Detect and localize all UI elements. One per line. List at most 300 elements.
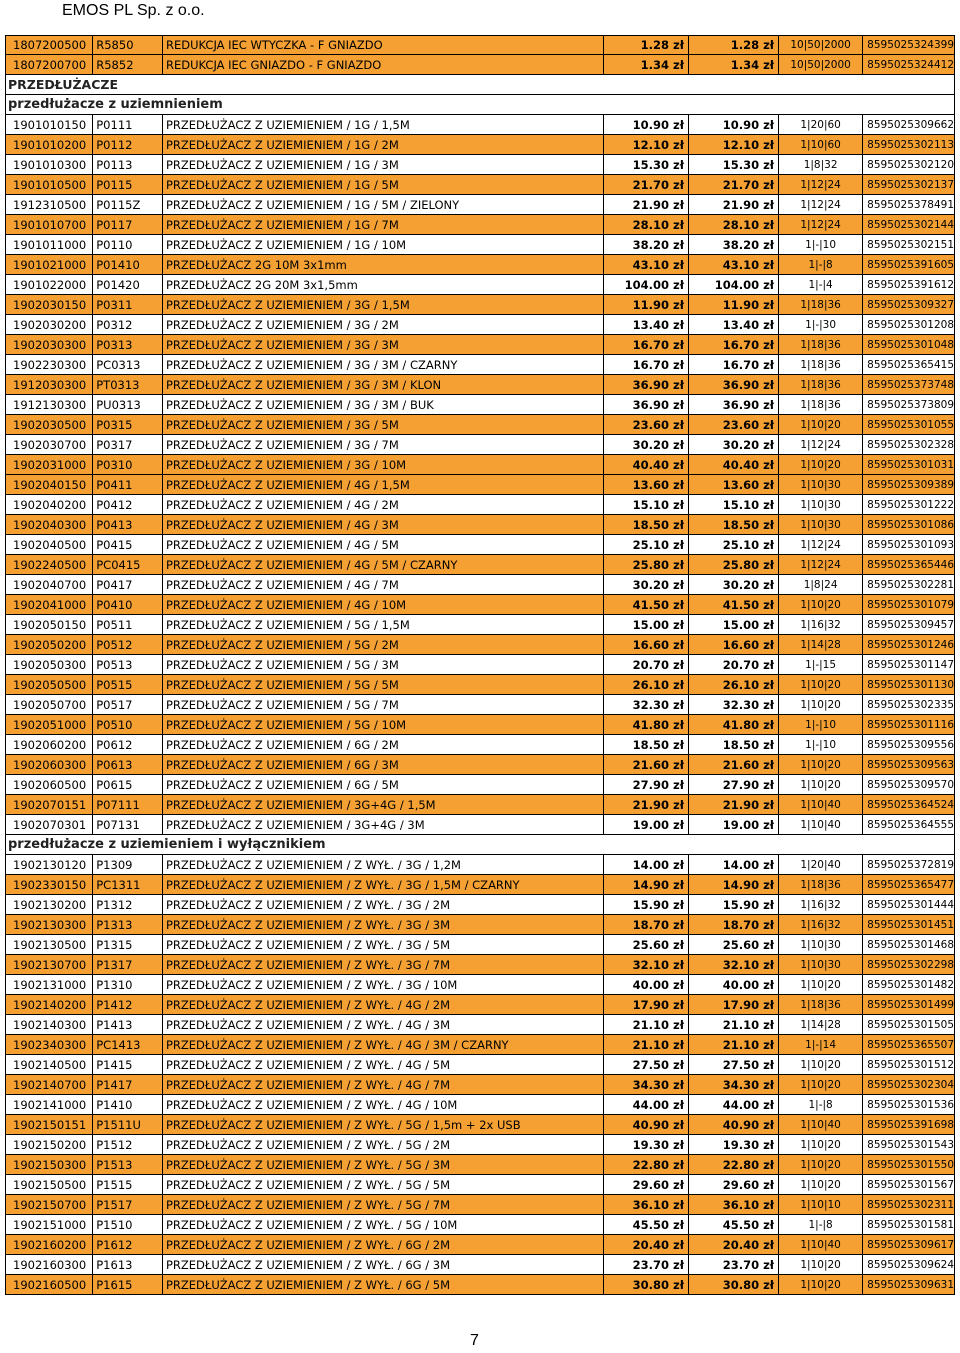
price-gross: 13.60 zł	[688, 475, 778, 494]
product-name: PRZEDŁUŻACZ Z UZIEMIENIEM / 4G / 5M	[162, 535, 603, 554]
package-quantity: 1|-|10	[778, 715, 862, 734]
price-net: 16.70 zł	[603, 335, 688, 354]
ean-code: 8595025301093	[862, 535, 955, 554]
package-quantity: 1|-|30	[778, 315, 862, 334]
price-gross: 16.70 zł	[688, 335, 778, 354]
ean-code: 8595025301512	[862, 1055, 955, 1074]
subcategory-header	[5, 95, 955, 115]
price-gross: 30.20 zł	[688, 435, 778, 454]
table-row	[5, 555, 955, 575]
table-row	[5, 235, 955, 255]
package-quantity: 10|50|2000	[778, 55, 862, 74]
product-code: 1902130300	[5, 915, 92, 934]
package-quantity: 1|10|20	[778, 1275, 862, 1294]
table-row	[5, 635, 955, 655]
ean-code: 8595025309624	[862, 1255, 955, 1274]
product-name: PRZEDŁUŻACZ Z UZIEMIENIEM / 3G+4G / 3M	[162, 815, 603, 834]
product-symbol: P0615	[92, 775, 162, 794]
product-name: PRZEDŁUŻACZ Z UZIEMIENIEM / Z WYŁ. / 4G / 10M	[162, 1095, 603, 1114]
product-name: PRZEDŁUŻACZ Z UZIEMIENIEM / Z WYŁ. / 6G / 5M	[162, 1275, 603, 1294]
product-name: PRZEDŁUŻACZ Z UZIEMIENIEM / 3G+4G / 1,5M	[162, 795, 603, 814]
price-net: 28.10 zł	[603, 215, 688, 234]
package-quantity: 1|10|10	[778, 1195, 862, 1214]
product-symbol: PC0415	[92, 555, 162, 574]
ean-code: 8595025301451	[862, 915, 955, 934]
table-row	[5, 875, 955, 895]
product-code: 1902140500	[5, 1055, 92, 1074]
ean-code: 8595025302137	[862, 175, 955, 194]
price-net: 40.90 zł	[603, 1115, 688, 1134]
product-symbol: P0417	[92, 575, 162, 594]
product-symbol: P0112	[92, 135, 162, 154]
price-gross: 32.10 zł	[688, 955, 778, 974]
product-symbol: P0317	[92, 435, 162, 454]
package-quantity: 1|-|10	[778, 735, 862, 754]
product-name: PRZEDŁUŻACZ Z UZIEMIENIEM / 4G / 2M	[162, 495, 603, 514]
price-net: 38.20 zł	[603, 235, 688, 254]
product-symbol: P1410	[92, 1095, 162, 1114]
ean-code: 8595025373809	[862, 395, 955, 414]
ean-code: 8595025302113	[862, 135, 955, 154]
product-code: 1902130700	[5, 955, 92, 974]
product-name: PRZEDŁUŻACZ Z UZIEMIENIEM / 5G / 3M	[162, 655, 603, 674]
ean-code: 8595025301567	[862, 1175, 955, 1194]
package-quantity: 1|8|24	[778, 575, 862, 594]
product-name: PRZEDŁUŻACZ Z UZIEMIENIEM / Z WYŁ. / 3G / 5M	[162, 935, 603, 954]
table-row	[5, 455, 955, 475]
product-symbol: P07131	[92, 815, 162, 834]
product-code: 1902160200	[5, 1235, 92, 1254]
ean-code: 8595025301130	[862, 675, 955, 694]
table-row	[5, 1135, 955, 1155]
product-code: 1902050300	[5, 655, 92, 674]
product-name: PRZEDŁUŻACZ Z UZIEMIENIEM / Z WYŁ. / 5G / 5M	[162, 1175, 603, 1194]
price-gross: 20.70 zł	[688, 655, 778, 674]
product-code: 1902030300	[5, 335, 92, 354]
product-name: PRZEDŁUŻACZ 2G 20M 3x1,5mm	[162, 275, 603, 294]
table-row	[5, 35, 955, 55]
package-quantity: 1|10|20	[778, 595, 862, 614]
product-name: PRZEDŁUŻACZ Z UZIEMIENIEM / 3G / 3M / CZARNY	[162, 355, 603, 374]
product-symbol: P1313	[92, 915, 162, 934]
package-quantity: 1|10|40	[778, 1235, 862, 1254]
price-gross: 40.90 zł	[688, 1115, 778, 1134]
price-gross: 18.50 zł	[688, 735, 778, 754]
price-net: 13.60 zł	[603, 475, 688, 494]
price-gross: 14.00 zł	[688, 855, 778, 874]
price-gross: 40.00 zł	[688, 975, 778, 994]
package-quantity: 1|10|20	[778, 415, 862, 434]
price-net: 18.70 zł	[603, 915, 688, 934]
product-symbol: P0117	[92, 215, 162, 234]
ean-code: 8595025302328	[862, 435, 955, 454]
package-quantity: 1|-|4	[778, 275, 862, 294]
product-symbol: P0111	[92, 115, 162, 134]
package-quantity: 1|-|8	[778, 255, 862, 274]
table-row	[5, 1035, 955, 1055]
package-quantity: 1|8|32	[778, 155, 862, 174]
product-symbol: PC1413	[92, 1035, 162, 1054]
package-quantity: 1|12|24	[778, 435, 862, 454]
ean-code: 8595025302281	[862, 575, 955, 594]
product-code: 1902140700	[5, 1075, 92, 1094]
price-net: 21.10 zł	[603, 1035, 688, 1054]
product-code: 1901021000	[5, 255, 92, 274]
price-net: 11.90 zł	[603, 295, 688, 314]
product-name: PRZEDŁUŻACZ Z UZIEMIENIEM / Z WYŁ. / 3G / 2M	[162, 895, 603, 914]
package-quantity: 1|10|40	[778, 795, 862, 814]
subcategory-label: przedłużacze z uziemieniem i wyłącznikiem	[5, 835, 955, 854]
ean-code: 8595025301147	[862, 655, 955, 674]
table-row	[5, 1115, 955, 1135]
table-row	[5, 815, 955, 835]
product-code: 1912310500	[5, 195, 92, 214]
ean-code: 8595025301079	[862, 595, 955, 614]
product-name: PRZEDŁUŻACZ Z UZIEMIENIEM / Z WYŁ. / 5G / 10M	[162, 1215, 603, 1234]
ean-code: 8595025301505	[862, 1015, 955, 1034]
product-name: PRZEDŁUŻACZ Z UZIEMIENIEM / Z WYŁ. / 6G / 2M	[162, 1235, 603, 1254]
table-row	[5, 675, 955, 695]
product-name: PRZEDŁUŻACZ Z UZIEMIENIEM / 3G / 5M	[162, 415, 603, 434]
price-net: 27.50 zł	[603, 1055, 688, 1074]
package-quantity: 1|14|28	[778, 1015, 862, 1034]
product-symbol: P0115	[92, 175, 162, 194]
ean-code: 8595025301116	[862, 715, 955, 734]
price-gross: 18.50 zł	[688, 515, 778, 534]
product-symbol: P1510	[92, 1215, 162, 1234]
price-net: 17.90 zł	[603, 995, 688, 1014]
ean-code: 8595025302304	[862, 1075, 955, 1094]
price-net: 30.20 zł	[603, 435, 688, 454]
product-code: 1912030300	[5, 375, 92, 394]
price-gross: 38.20 zł	[688, 235, 778, 254]
table-row	[5, 155, 955, 175]
package-quantity: 1|18|36	[778, 995, 862, 1014]
product-symbol: P0115Z	[92, 195, 162, 214]
product-symbol: PT0313	[92, 375, 162, 394]
product-code: 1902030200	[5, 315, 92, 334]
price-gross: 1.28 zł	[688, 36, 778, 54]
ean-code: 8595025365415	[862, 355, 955, 374]
product-code: 1902240500	[5, 555, 92, 574]
table-row	[5, 1175, 955, 1195]
price-gross: 21.70 zł	[688, 175, 778, 194]
price-net: 16.70 zł	[603, 355, 688, 374]
price-net: 21.60 zł	[603, 755, 688, 774]
ean-code: 8595025301222	[862, 495, 955, 514]
package-quantity: 1|-|15	[778, 655, 862, 674]
table-row	[5, 215, 955, 235]
ean-code: 8595025324399	[862, 36, 955, 54]
package-quantity: 1|10|20	[778, 1055, 862, 1074]
table-row	[5, 275, 955, 295]
price-net: 25.80 zł	[603, 555, 688, 574]
price-net: 15.90 zł	[603, 895, 688, 914]
table-row	[5, 655, 955, 675]
product-symbol: P0513	[92, 655, 162, 674]
price-gross: 104.00 zł	[688, 275, 778, 294]
product-code: 1902140200	[5, 995, 92, 1014]
ean-code: 8595025301499	[862, 995, 955, 1014]
category-header	[5, 75, 955, 95]
product-code: 1902040700	[5, 575, 92, 594]
price-gross: 23.60 zł	[688, 415, 778, 434]
company-name: EMOS PL Sp. z o.o.	[62, 2, 205, 19]
price-gross: 15.10 zł	[688, 495, 778, 514]
table-row	[5, 1155, 955, 1175]
ean-code: 8595025309617	[862, 1235, 955, 1254]
product-name: PRZEDŁUŻACZ Z UZIEMIENIEM / Z WYŁ. / 4G / 3M	[162, 1015, 603, 1034]
ean-code: 8595025301482	[862, 975, 955, 994]
ean-code: 8595025309563	[862, 755, 955, 774]
product-symbol: P1312	[92, 895, 162, 914]
ean-code: 8595025301048	[862, 335, 955, 354]
product-name: PRZEDŁUŻACZ Z UZIEMIENIEM / 6G / 2M	[162, 735, 603, 754]
product-code: 1902130120	[5, 855, 92, 874]
product-symbol: P1309	[92, 855, 162, 874]
product-name: PRZEDŁUŻACZ Z UZIEMIENIEM / 6G / 3M	[162, 755, 603, 774]
product-symbol: P1317	[92, 955, 162, 974]
package-quantity: 1|10|20	[778, 775, 862, 794]
product-name: PRZEDŁUŻACZ Z UZIEMIENIEM / 5G / 10M	[162, 715, 603, 734]
product-code: 1902150500	[5, 1175, 92, 1194]
price-net: 18.50 zł	[603, 735, 688, 754]
package-quantity: 1|-|8	[778, 1095, 862, 1114]
table-row	[5, 375, 955, 395]
package-quantity: 1|12|24	[778, 175, 862, 194]
product-symbol: P0515	[92, 675, 162, 694]
package-quantity: 1|16|32	[778, 895, 862, 914]
product-code: 1902030150	[5, 295, 92, 314]
product-name: PRZEDŁUŻACZ Z UZIEMIENIEM / Z WYŁ. / 3G / 3M	[162, 915, 603, 934]
product-symbol: P1615	[92, 1275, 162, 1294]
package-quantity: 1|16|32	[778, 615, 862, 634]
table-row	[5, 1235, 955, 1255]
product-symbol: P0511	[92, 615, 162, 634]
price-gross: 25.60 zł	[688, 935, 778, 954]
price-gross: 19.30 zł	[688, 1135, 778, 1154]
product-name: PRZEDŁUŻACZ Z UZIEMIENIEM / 3G / 7M	[162, 435, 603, 454]
product-symbol: P0412	[92, 495, 162, 514]
product-name: PRZEDŁUŻACZ Z UZIEMIENIEM / 1G / 1,5M	[162, 115, 603, 134]
product-code: 1902041000	[5, 595, 92, 614]
product-name: PRZEDŁUŻACZ Z UZIEMIENIEM / Z WYŁ. / 3G / 1,2M	[162, 855, 603, 874]
package-quantity: 1|18|36	[778, 295, 862, 314]
price-gross: 15.90 zł	[688, 895, 778, 914]
table-row	[5, 1255, 955, 1275]
price-net: 45.50 zł	[603, 1215, 688, 1234]
ean-code: 8595025301444	[862, 895, 955, 914]
product-name: PRZEDŁUŻACZ Z UZIEMIENIEM / Z WYŁ. / 4G / 3M / CZARNY	[162, 1035, 603, 1054]
package-quantity: 1|10|20	[778, 455, 862, 474]
ean-code: 8595025309631	[862, 1275, 955, 1294]
package-quantity: 1|20|40	[778, 855, 862, 874]
product-code: 1901022000	[5, 275, 92, 294]
ean-code: 8595025302120	[862, 155, 955, 174]
product-code: 1901011000	[5, 235, 92, 254]
product-name: PRZEDŁUŻACZ Z UZIEMIENIEM / 5G / 1,5M	[162, 615, 603, 634]
price-net: 41.80 zł	[603, 715, 688, 734]
product-code: 1902150300	[5, 1155, 92, 1174]
product-code: 1902040500	[5, 535, 92, 554]
table-row	[5, 915, 955, 935]
price-net: 34.30 zł	[603, 1075, 688, 1094]
package-quantity: 1|10|20	[778, 675, 862, 694]
price-gross: 19.00 zł	[688, 815, 778, 834]
product-code: 1807200500	[5, 36, 92, 54]
table-row	[5, 1095, 955, 1115]
product-code: 1902050700	[5, 695, 92, 714]
product-symbol: P0110	[92, 235, 162, 254]
price-gross: 25.10 zł	[688, 535, 778, 554]
product-name: PRZEDŁUŻACZ Z UZIEMIENIEM / 5G / 5M	[162, 675, 603, 694]
package-quantity: 1|10|20	[778, 755, 862, 774]
product-symbol: R5852	[92, 55, 162, 74]
product-symbol: P1511U	[92, 1115, 162, 1134]
product-name: PRZEDŁUŻACZ Z UZIEMIENIEM / Z WYŁ. / 5G / 3M	[162, 1155, 603, 1174]
product-code: 1901010700	[5, 215, 92, 234]
price-gross: 34.30 zł	[688, 1075, 778, 1094]
product-name: PRZEDŁUŻACZ Z UZIEMIENIEM / 1G / 10M	[162, 235, 603, 254]
product-code: 1902340300	[5, 1035, 92, 1054]
product-code: 1901010300	[5, 155, 92, 174]
table-row	[5, 575, 955, 595]
price-gross: 26.10 zł	[688, 675, 778, 694]
product-code: 1807200700	[5, 55, 92, 74]
package-quantity: 1|10|60	[778, 135, 862, 154]
price-net: 19.00 zł	[603, 815, 688, 834]
price-net: 104.00 zł	[603, 275, 688, 294]
price-net: 21.10 zł	[603, 1015, 688, 1034]
package-quantity: 1|10|20	[778, 695, 862, 714]
table-row	[5, 335, 955, 355]
product-code: 1902030500	[5, 415, 92, 434]
price-net: 19.30 zł	[603, 1135, 688, 1154]
ean-code: 8595025301536	[862, 1095, 955, 1114]
price-net: 36.90 zł	[603, 395, 688, 414]
price-gross: 16.70 zł	[688, 355, 778, 374]
package-quantity: 1|10|40	[778, 815, 862, 834]
package-quantity: 1|10|30	[778, 935, 862, 954]
product-code: 1902130200	[5, 895, 92, 914]
price-gross: 45.50 zł	[688, 1215, 778, 1234]
product-symbol: P0415	[92, 535, 162, 554]
ean-code: 8595025365477	[862, 875, 955, 894]
product-symbol: PU0313	[92, 395, 162, 414]
package-quantity: 1|12|24	[778, 195, 862, 214]
table-row	[5, 515, 955, 535]
price-net: 23.60 zł	[603, 415, 688, 434]
price-net: 25.60 zł	[603, 935, 688, 954]
product-code: 1902230300	[5, 355, 92, 374]
ean-code: 8595025373748	[862, 375, 955, 394]
price-gross: 16.60 zł	[688, 635, 778, 654]
product-name: PRZEDŁUŻACZ Z UZIEMIENIEM / 4G / 3M	[162, 515, 603, 534]
product-code: 1902040150	[5, 475, 92, 494]
product-symbol: P1412	[92, 995, 162, 1014]
product-code: 1902330150	[5, 875, 92, 894]
product-name: PRZEDŁUŻACZ Z UZIEMIENIEM / 5G / 7M	[162, 695, 603, 714]
price-gross: 14.90 zł	[688, 875, 778, 894]
package-quantity: 1|10|20	[778, 1155, 862, 1174]
ean-code: 8595025309389	[862, 475, 955, 494]
table-row	[5, 1275, 955, 1295]
table-row	[5, 695, 955, 715]
product-symbol: P0312	[92, 315, 162, 334]
table-row	[5, 475, 955, 495]
ean-code: 8595025302335	[862, 695, 955, 714]
price-gross: 21.90 zł	[688, 195, 778, 214]
price-list-table	[5, 35, 955, 1295]
price-gross: 20.40 zł	[688, 1235, 778, 1254]
package-quantity: 1|20|60	[778, 115, 862, 134]
price-net: 21.90 zł	[603, 195, 688, 214]
price-gross: 41.80 zł	[688, 715, 778, 734]
package-quantity: 1|-|14	[778, 1035, 862, 1054]
product-name: PRZEDŁUŻACZ Z UZIEMIENIEM / Z WYŁ. / 5G / 7M	[162, 1195, 603, 1214]
product-symbol: P1310	[92, 975, 162, 994]
product-name: PRZEDŁUŻACZ Z UZIEMIENIEM / 3G / 3M / KLON	[162, 375, 603, 394]
price-net: 32.10 zł	[603, 955, 688, 974]
table-row	[5, 315, 955, 335]
product-symbol: P1315	[92, 935, 162, 954]
product-code: 1902060200	[5, 735, 92, 754]
price-gross: 18.70 zł	[688, 915, 778, 934]
price-net: 21.70 zł	[603, 175, 688, 194]
package-quantity: 1|18|36	[778, 875, 862, 894]
table-row	[5, 495, 955, 515]
ean-code: 8595025309457	[862, 615, 955, 634]
product-symbol: P0612	[92, 735, 162, 754]
price-net: 43.10 zł	[603, 255, 688, 274]
product-symbol: P0410	[92, 595, 162, 614]
product-name: PRZEDŁUŻACZ Z UZIEMIENIEM / 4G / 5M / CZARNY	[162, 555, 603, 574]
product-code: 1912130300	[5, 395, 92, 414]
product-symbol: P07111	[92, 795, 162, 814]
table-row	[5, 795, 955, 815]
table-row	[5, 415, 955, 435]
price-gross: 21.10 zł	[688, 1015, 778, 1034]
table-row	[5, 715, 955, 735]
package-quantity: 1|12|24	[778, 555, 862, 574]
package-quantity: 1|10|30	[778, 955, 862, 974]
price-gross: 30.20 zł	[688, 575, 778, 594]
product-symbol: P1415	[92, 1055, 162, 1074]
product-code: 1902070151	[5, 795, 92, 814]
product-code: 1902140300	[5, 1015, 92, 1034]
package-quantity: 1|10|20	[778, 1075, 862, 1094]
package-quantity: 1|10|20	[778, 1175, 862, 1194]
price-net: 30.80 zł	[603, 1275, 688, 1294]
product-symbol: P01420	[92, 275, 162, 294]
price-net: 10.90 zł	[603, 115, 688, 134]
ean-code: 8595025372819	[862, 855, 955, 874]
product-symbol: P0311	[92, 295, 162, 314]
package-quantity: 1|-|8	[778, 1215, 862, 1234]
product-symbol: P0313	[92, 335, 162, 354]
product-symbol: PC0313	[92, 355, 162, 374]
subcategory-label: przedłużacze z uziemnieniem	[5, 95, 955, 114]
product-code: 1902160300	[5, 1255, 92, 1274]
product-symbol: P0512	[92, 635, 162, 654]
product-name: PRZEDŁUŻACZ Z UZIEMIENIEM / Z WYŁ. / 5G / 2M	[162, 1135, 603, 1154]
table-row	[5, 955, 955, 975]
ean-code: 8595025301543	[862, 1135, 955, 1154]
table-row	[5, 135, 955, 155]
table-row	[5, 55, 955, 75]
price-gross: 13.40 zł	[688, 315, 778, 334]
product-code: 1902040200	[5, 495, 92, 514]
